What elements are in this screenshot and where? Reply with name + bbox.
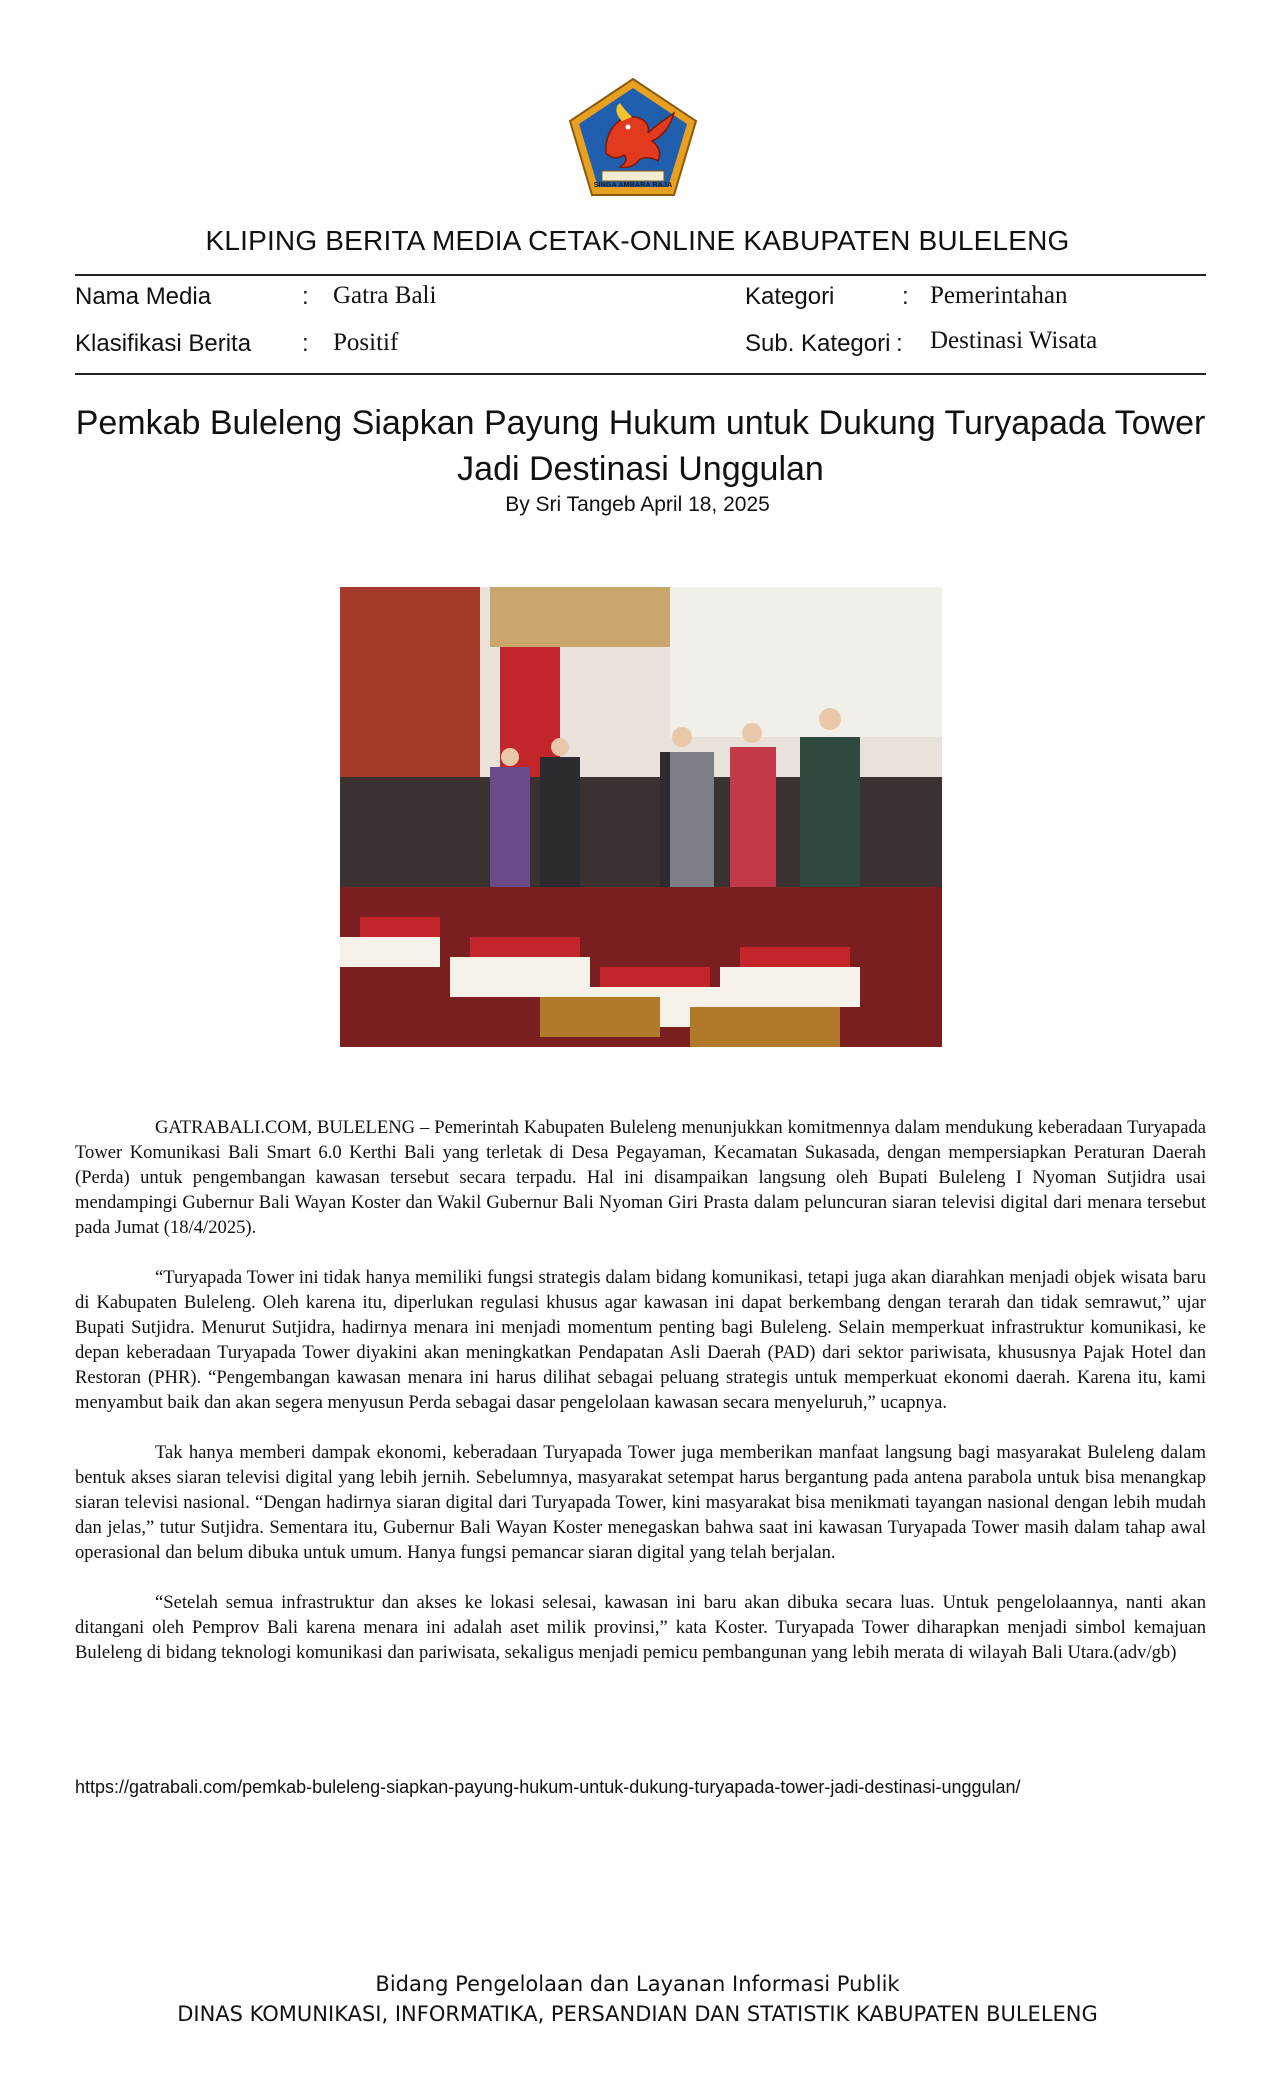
article-byline: By Sri Tangeb April 18, 2025 <box>505 493 770 516</box>
subcategory-colon: : <box>896 330 903 357</box>
event-photo-illustration <box>340 587 942 1047</box>
article-body <box>75 1115 1206 1690</box>
article-paragraph: “Turyapada Tower ini tidak hanya memiliki fungsi strategis dalam bidang komunikasi, tetapi juga akan diarahkan menjadi objek wisata baru di Kabupaten Buleleng. Oleh karena itu, diperlukan regulasi khusus agar kawasan ini dapat berkembang dengan terarah dan tidak semrawut,” ujar Bupati Sutjidra. Menurut Sutjidra, hadirnya menara ini menjadi momentum penting bagi Buleleng. Selain memperkuat infrastruktur komunikasi, ke depan keberadaan Turyapada Tower diyakini akan meningkatkan Pendapatan Asli Daerah (PAD) dari sektor pariwisata, khususnya Pajak Hotel dan Restoran (PHR). “Pengembangan kawasan menara ini harus dilihat sebagai peluang strategis untuk memperkuat ekonomi daerah. Karena itu, kami menyambut baik dan akan segera menyusun Perda sebagai dasar pengelolaan kawasan secara menyeluruh,” ucapnya. <box>75 1267 1206 1413</box>
category-colon: : <box>902 283 909 310</box>
source-link[interactable]: https://gatrabali.com/pemkab-buleleng-siapkan-payung-hukum-untuk-dukung-turyapada-tower-jadi-destinasi-unggulan/ <box>75 1777 1021 1797</box>
logo-caption: SINGA AMBARA RAJA <box>593 182 673 189</box>
emblem-svg <box>566 75 700 199</box>
footer-division: Bidang Pengelolaan dan Layanan Informasi Publik <box>375 1972 900 1996</box>
article-paragraph: GATRABALI.COM, BULELENG – Pemerintah Kabupaten Buleleng menunjukkan komitmennya dalam mendukung keberadaan Turyapada Tower Komunikasi Bali Smart 6.0 Kerthi Bali yang terletak di Desa Pegayaman, Kecamatan Sukasada, dengan mempersiapkan Peraturan Daerah (Perda) untuk pengembangan kawasan tersebut secara terpadu. Hal ini disampaikan langsung oleh Bupati Buleleng I Nyoman Sutjidra usai mendampingi Gubernur Bali Wayan Koster dan Wakil Gubernur Bali Nyoman Giri Prasta dalam peluncuran siaran televisi digital dari menara tersebut pada Jumat (18/4/2025). <box>75 1117 1206 1238</box>
article-headline: Pemkab Buleleng Siapkan Payung Hukum untuk Dukung Turyapada Tower Jadi Destinasi Unggulan <box>75 404 1206 488</box>
category-label: Kategori <box>745 283 835 310</box>
classification-colon: : <box>302 330 309 357</box>
classification-label: Klasifikasi Berita <box>75 330 252 357</box>
subcategory-value: Destinasi Wisata <box>930 327 1098 354</box>
footer-agency: DINAS KOMUNIKASI, INFORMATIKA, PERSANDIAN DAN STATISTIK KABUPATEN BULELENG <box>177 2002 1098 2026</box>
classification-value: Positif <box>333 329 399 356</box>
media-colon: : <box>302 283 309 310</box>
category-value: Pemerintahan <box>930 282 1068 309</box>
article-paragraph: “Setelah semua infrastruktur dan akses ke lokasi selesai, kawasan ini baru akan dibuka secara luas. Untuk pengelolaannya, nanti akan ditangani oleh Pemprov Bali karena menara ini adalah aset milik provinsi,” kata Koster. Turyapada Tower diharapkan menjadi simbol kemajuan Buleleng di bidang teknologi komunikasi dan pariwisata, sekaligus menjadi pemicu pembangunan yang lebih merata di wilayah Bali Utara.(adv/gb) <box>75 1592 1206 1663</box>
header-rule-top <box>75 274 1206 276</box>
media-value: Gatra Bali <box>333 282 437 309</box>
article-paragraph: Tak hanya memberi dampak ekonomi, keberadaan Turyapada Tower juga memberikan manfaat langsung bagi masyarakat Buleleng dalam bentuk akses siaran televisi digital yang lebih jernih. Sebelumnya, masyarakat setempat harus bergantung pada antena parabola untuk bisa menangkap siaran televisi nasional. “Dengan hadirnya siaran digital dari Turyapada Tower, kini masyarakat bisa menikmati tayangan nasional dengan lebih mudah dan jelas,” tutur Sutjidra. Sementara itu, Gubernur Bali Wayan Koster menegaskan bahwa saat ini kawasan Turyapada Tower masih dalam tahap awal operasional dan belum dibuka untuk umum. Hanya fungsi pemancar siaran digital yang telah berjalan. <box>75 1442 1206 1563</box>
header-rule-bottom <box>75 373 1206 375</box>
subcategory-label: Sub. Kategori <box>745 330 891 357</box>
media-label: Nama Media <box>75 283 212 310</box>
clipping-title: KLIPING BERITA MEDIA CETAK-ONLINE KABUPATEN BULELENG <box>205 225 1070 256</box>
article-photo <box>340 587 942 1047</box>
regency-logo-icon <box>566 75 700 199</box>
